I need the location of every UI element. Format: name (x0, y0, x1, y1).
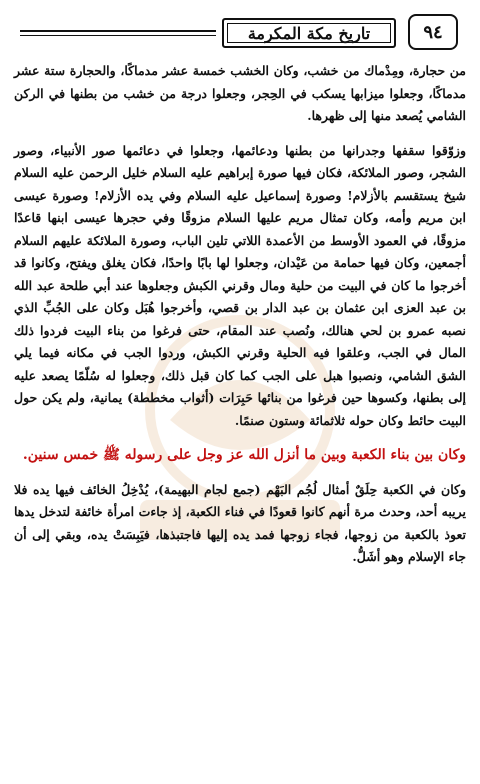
paragraph-3: وكان في الكعبة حِلَقٌ أمثال لُجُم البَهْم (جمع لجام البهيمة)، يُدْخِلُ الخائف فيها يده فلا يريبه أحد، وحدث مرة أنهم كانوا قعودًا في فناء الكعبة، إذ جاءت امرأة خائفة لتدخل يدها تعوذ بالكعبة من زوجها، فجاء زوجها فمد يده إليها فاجتبذها، فيَبِسَتْ يده، وبقي إلى أن جاء الإسلام وهو أشَلُّ. (14, 481, 466, 564)
page-body (14, 60, 466, 569)
page-header (14, 10, 466, 52)
paragraph-2: وزوّقوا سقفها وجدرانها من بطنها ودعائمها، وجعلوا في دعائمها صور الأنبياء، وصور الشجر، وصور الملائكة، فكان فيها صورة إبراهيم عليه السلام خليل الرحمن عليه السلام شيخ يستقسم بالأزلام! وصورة إسماعيل عليه السلام وفي يده الأزلام! وصورة عيسى ابن مريم وأمه، وكان تمثال مريم عليها السلام مزوقًا وفي حجرها عيسى ابنها قاعدًا مزوقًا، في العمود الأوسط من الأعمدة اللاتي تلين الباب، وصورة الملائكة عليهم السلام أجمعين، وكان فيها حمامة من عَيْدان، وجعلوا لها بابًا واحدًا، فكان يغلق ويفتح، وكانوا قد أخرجوا ما كان في البيت من حلية ومال وقرني الكبش وجعلوها عند أبي طلحة عبد الله بن عبد العزى ابن عثمان بن عبد الدار بن قصي، وأخرجوا هُبَل وكان على الجُبِّ الذي نصبه عمرو بن لحي هنالك، ونُصب عند المقام، حتى فرغوا من بناء البيت فردوا ذلك المال في الجب، وعلقوا فيه الحلية وقرني الكبش، وردوا الجب في مكانه فيما يلي الشق الشامي، ونصبوا هبل على الجب كما كان قبل ذلك، وجعلوا له سُلّمًا يصعد عليه إلى بطنها، وكسوها حين فرغوا من بنائها حَبِرَات (أثواب مخططة) يمانية، ولم يكن حول البيت حائط وكان حوله ثلاثمائة وستون صنمًا. (14, 142, 466, 428)
paragraph-1: من حجارة، ومِدْماك من خشب، وكان الخشب خمسة عشر مدماكًا، والحجارة ستة عشر مدماكًا، وجعلوا ميزابها يسكب في الحِجر، وجعلوا درجة من خشب من بطنها في الركن الشامي يُصعد منها إلى ظهرها. (14, 63, 466, 123)
page-number: ٩٤ (408, 14, 458, 50)
header-rule (20, 30, 216, 32)
header-rule-thin (20, 35, 216, 36)
highlighted-sentence: وكان بين بناء الكعبة وبين ما أنزل الله عز وجل على رسوله ﷺ خمس سنين. (22, 447, 466, 463)
running-title: تاريخ مكة المكرمة (222, 18, 396, 48)
